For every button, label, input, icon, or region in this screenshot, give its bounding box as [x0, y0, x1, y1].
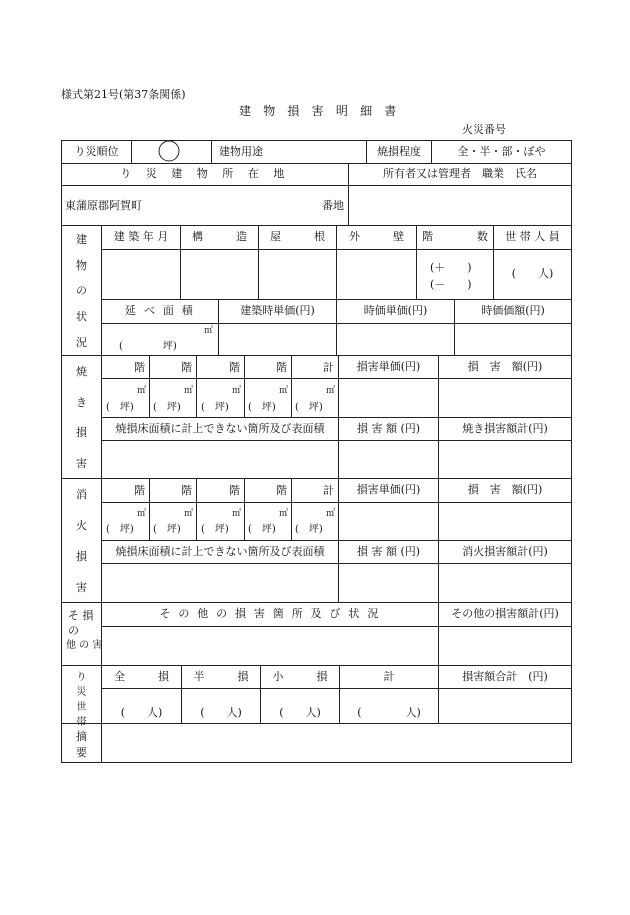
- usage-label: 建物用途: [219, 144, 263, 158]
- burn-floor-4: 階: [276, 361, 287, 374]
- summary-field[interactable]: [102, 724, 571, 762]
- burn-floor-2: 階: [181, 361, 192, 374]
- col-total-area: 延 べ 面 積: [125, 304, 195, 318]
- households-label-3: 世: [76, 702, 87, 713]
- water-label-3: 損: [76, 549, 87, 563]
- water-floor-1: 階: [134, 484, 145, 497]
- order-label: り災順位: [74, 144, 119, 158]
- burn-side-label: [62, 356, 101, 478]
- col-wall: 外 壁: [349, 230, 404, 244]
- water-label-2: 火: [76, 519, 87, 533]
- summary-label: [62, 728, 101, 760]
- col-roof: 屋 根: [270, 230, 325, 244]
- water-tsubo-4[interactable]: ( 坪): [248, 524, 276, 535]
- burn-label-1: 焼: [76, 365, 87, 379]
- building-label-1: 建: [76, 232, 87, 246]
- col-current-unit-price: 時価単価(円): [363, 304, 428, 318]
- col-floors: 階 数: [422, 230, 488, 244]
- water-m2-3: ㎡: [232, 509, 242, 519]
- water-floor-4: 階: [276, 484, 287, 497]
- building-label-2: 物: [76, 258, 87, 272]
- page-title: 建 物 損 害 明 細 書: [239, 104, 401, 118]
- households-full: 全 損: [114, 669, 169, 683]
- burn-extra-label: 焼損床面積に計上できない箇所及び表面積: [115, 421, 325, 435]
- households-small-persons[interactable]: ( 人): [279, 706, 321, 720]
- burn-label-2: き: [76, 395, 87, 409]
- burn-extra-damage: 損 害 額 (円): [356, 421, 421, 435]
- households-full-persons[interactable]: ( 人): [120, 706, 163, 720]
- households-total: 計: [383, 669, 395, 683]
- burn-unit-price: 損害単価(円): [356, 359, 421, 373]
- burn-floor-3: 階: [229, 361, 240, 374]
- water-m2-1: ㎡: [137, 509, 147, 519]
- households-label-1: り: [76, 672, 87, 683]
- water-tsubo-2[interactable]: ( 坪): [153, 524, 181, 535]
- col-current-value: 時価価額(円): [481, 304, 545, 318]
- households-label-2: 災: [76, 687, 87, 698]
- summary-label-1: 摘: [76, 730, 87, 743]
- water-tsubo-5[interactable]: ( 坪): [295, 524, 323, 535]
- water-m2-4: ㎡: [279, 509, 289, 519]
- water-extra-label: 焼損床面積に計上できない箇所及び表面積: [115, 544, 325, 558]
- degree-options[interactable]: 全・半・部・ぼや: [457, 144, 546, 158]
- households-label-4: 帯: [76, 717, 87, 728]
- households-side-label: [62, 668, 101, 728]
- burn-m2-5: ㎡: [326, 386, 336, 396]
- form-number: 様式第21号(第37条関係): [61, 88, 186, 101]
- water-floor-2: 階: [181, 484, 192, 497]
- burn-m2-2: ㎡: [184, 386, 194, 396]
- water-tsubo-3[interactable]: ( 坪): [201, 524, 229, 535]
- water-side-label: [62, 479, 101, 602]
- water-extra-damage: 損 害 額 (円): [356, 544, 421, 558]
- building-label-5: 況: [76, 336, 87, 350]
- other-side-label-3: 他 の 害: [66, 640, 103, 651]
- fire-number-label: 火災番号: [462, 123, 506, 136]
- burn-damage-amount: 損 害 額(円): [467, 359, 543, 373]
- burn-floor-1: 階: [134, 361, 145, 374]
- burn-tsubo-5[interactable]: ( 坪): [295, 402, 323, 413]
- water-tsubo-1[interactable]: ( 坪): [106, 524, 134, 535]
- water-extra-total: 消火損害額計(円): [462, 544, 548, 558]
- building-side-label: [62, 226, 101, 355]
- burn-m2-3: ㎡: [232, 386, 242, 396]
- burn-tsubo-1[interactable]: ( 坪): [106, 402, 134, 413]
- households-half: 半 損: [193, 669, 249, 683]
- burn-tsubo-2[interactable]: ( 坪): [153, 402, 181, 413]
- col-structure: 構 造: [192, 230, 247, 244]
- water-m2-5: ㎡: [326, 509, 336, 519]
- burn-m2-1: ㎡: [137, 386, 147, 396]
- household-persons[interactable]: ( 人): [511, 267, 554, 281]
- address-value[interactable]: 東蒲原郡阿賀町: [65, 199, 142, 212]
- burn-tsubo-4[interactable]: ( 坪): [248, 402, 276, 413]
- col-household: 世 帯 人 員: [505, 230, 560, 244]
- burn-tsubo-3[interactable]: ( 坪): [201, 402, 229, 413]
- water-floor-3: 階: [229, 484, 240, 497]
- other-header: そ の 他 の 損 害 箇 所 及 び 状 況: [159, 607, 381, 621]
- other-side-label-2: の: [68, 624, 79, 637]
- households-half-persons[interactable]: ( 人): [200, 706, 242, 720]
- other-total: その他の損害額計(円): [451, 607, 559, 621]
- households-grand-total: 損害額合計 (円): [462, 669, 548, 683]
- usage-value[interactable]: [272, 141, 366, 163]
- banchi-label: 番地: [322, 199, 344, 212]
- households-total-persons[interactable]: ( 人): [357, 706, 421, 720]
- burn-label-3: 損: [76, 426, 87, 440]
- col-build-unit-price: 建築時単価(円): [240, 304, 315, 318]
- building-label-4: 状: [76, 310, 87, 324]
- order-circle: [159, 141, 179, 161]
- summary-label-2: 要: [76, 746, 87, 759]
- burn-floor-total: 計: [323, 361, 334, 374]
- floors-below[interactable]: (－ ): [430, 278, 472, 291]
- burn-label-4: 害: [76, 456, 87, 470]
- area-m2-unit: ㎡: [204, 326, 214, 336]
- water-unit-price: 損害単価(円): [356, 483, 421, 497]
- floors-above[interactable]: (＋ ): [430, 261, 472, 274]
- building-label-3: の: [76, 284, 87, 298]
- water-damage-amount: 損 害 額(円): [467, 483, 543, 497]
- water-label-1: 消: [76, 488, 87, 502]
- water-floor-total: 計: [323, 484, 334, 497]
- water-label-4: 害: [76, 580, 87, 594]
- water-m2-2: ㎡: [184, 509, 194, 519]
- area-tsubo[interactable]: ( 坪): [119, 341, 177, 352]
- households-small: 小 損: [272, 669, 328, 683]
- other-side-label-1: そ 損: [68, 609, 94, 622]
- burn-m2-4: ㎡: [279, 386, 289, 396]
- location-header: り 災 建 物 所 在 地: [120, 167, 290, 181]
- burn-extra-total: 焼き損害額計(円): [462, 421, 548, 435]
- degree-label: 焼損程度: [377, 144, 421, 158]
- col-build-year: 建 築 年 月: [113, 230, 169, 244]
- owner-header: 所有者又は管理者 職業 氏名: [383, 167, 537, 181]
